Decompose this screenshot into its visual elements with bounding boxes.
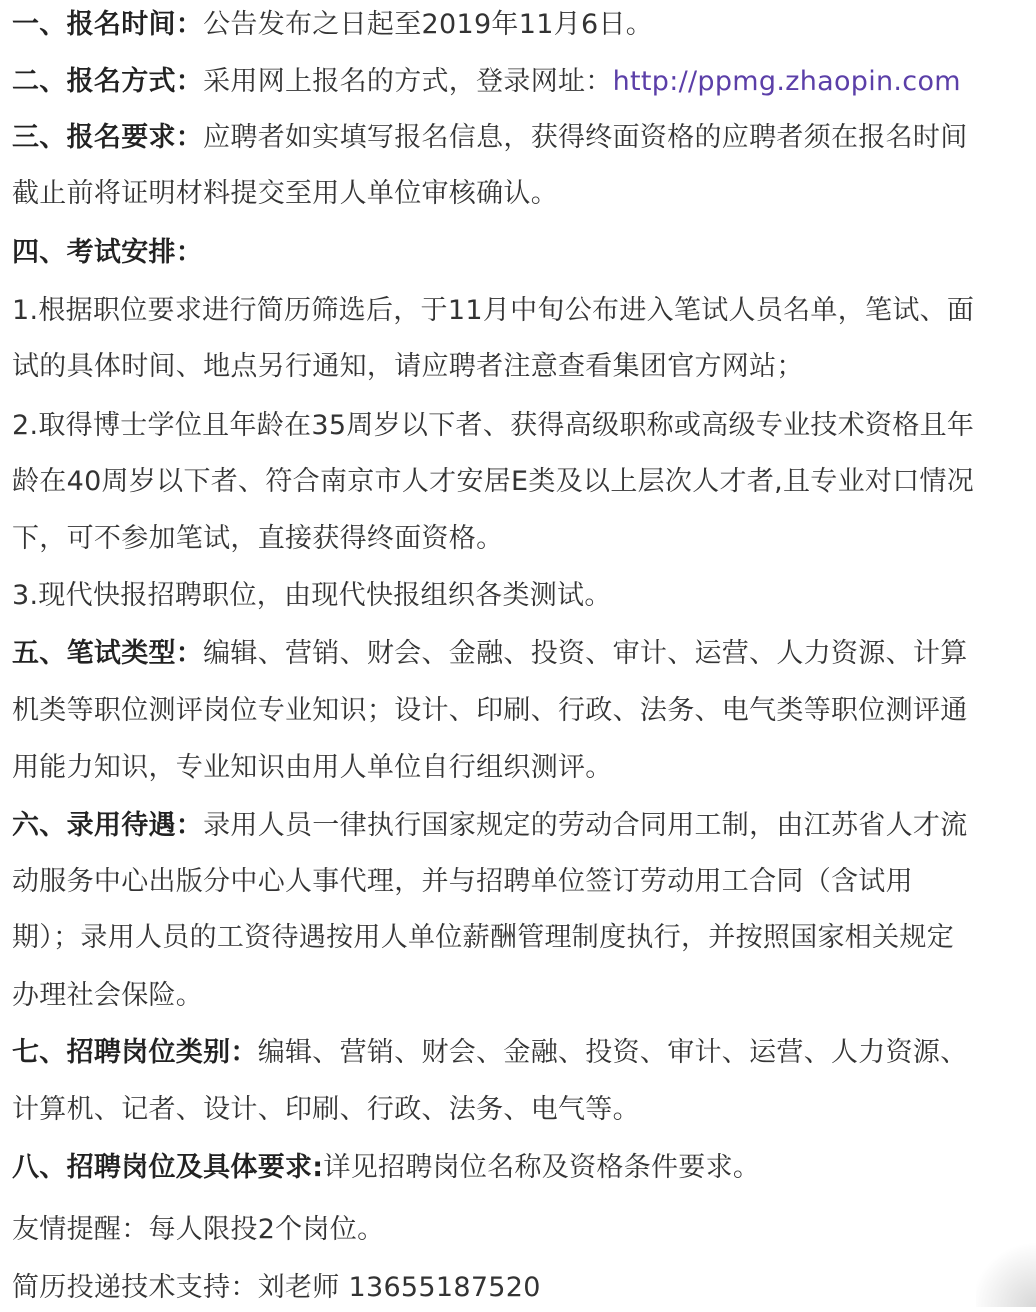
section-text: 编辑、营销、财会、金融、投资、审计、运营、人力资源、 — [257, 1037, 968, 1068]
section-text: 编辑、营销、财会、金融、投资、审计、运营、人力资源、计算 — [203, 638, 968, 669]
section-text: 录用人员一律执行国家规定的劳动合同用工制，由江苏省人才流 — [203, 810, 968, 841]
corner-shadow — [976, 1237, 1036, 1307]
friendly-reminder: 友情提醒：每人限投2个岗位。 — [12, 1214, 385, 1245]
section-text-continued: 动服务中心出版分中心人事代理，并与招聘单位签订劳动用工合同（含试用 — [12, 866, 913, 897]
exam-item-2-line-3: 下，可不参加笔试，直接获得终面资格。 — [12, 523, 504, 554]
section-position-requirements — [12, 1144, 760, 1192]
exam-item-1-line-2: 试的具体时间、地点另行通知，请应聘者注意查看集团官方网站； — [12, 351, 804, 382]
section-label: 五、笔试类型： — [12, 638, 204, 669]
section-text-continued: 办理社会保险。 — [12, 980, 204, 1011]
exam-item-2-line-1: 2.取得博士学位且年龄在35周岁以下者、获得高级职称或高级专业技术资格且年 — [12, 410, 975, 441]
section-text: 应聘者如实填写报名信息，获得终面资格的应聘者须在报名时间 — [203, 122, 968, 153]
section-text-continued: 机类等职位测评岗位专业知识；设计、印刷、行政、法务、电气类等职位测评通 — [12, 695, 968, 726]
section-label: 三、报名要求： — [12, 122, 204, 153]
section-employment-benefits — [12, 802, 968, 850]
section-text: 详见招聘岗位名称及资格条件要求。 — [323, 1152, 761, 1183]
section-registration-requirements — [12, 114, 968, 162]
exam-item-3: 3.现代快报招聘职位，由现代快报组织各类测试。 — [12, 580, 612, 611]
section-label: 一、报名时间： — [12, 9, 204, 40]
section-label: 二、报名方式： — [12, 66, 204, 97]
section-position-categories — [12, 1029, 968, 1077]
section-text-continued: 用能力知识，专业知识由用人单位自行组织测评。 — [12, 752, 613, 783]
section-text-continued: 截止前将证明材料提交至用人单位审核确认。 — [12, 178, 558, 209]
section-label: 七、招聘岗位类别： — [12, 1037, 258, 1068]
exam-item-2-line-2: 龄在40周岁以下者、符合南京市人才安居E类及以上层次人才者,且专业对口情况 — [12, 466, 975, 497]
section-label: 六、录用待遇： — [12, 810, 204, 841]
section-registration-time — [12, 1, 653, 49]
exam-item-1-line-1: 1.根据职位要求进行简历筛选后，于11月中旬公布进入笔试人员名单，笔试、面 — [12, 295, 975, 326]
section-text-continued: 期）；录用人员的工资待遇按用人单位薪酬管理制度执行，并按照国家相关规定 — [12, 922, 954, 953]
technical-support-contact: 简历投递技术支持：刘老师 13655187520 — [12, 1272, 541, 1303]
section-written-test-types — [12, 630, 968, 678]
registration-url-link[interactable]: http://ppmg.zhaopin.com — [612, 66, 961, 97]
section-exam-arrangement-heading: 四、考试安排： — [12, 237, 204, 268]
section-label: 八、招聘岗位及具体要求: — [12, 1152, 324, 1183]
section-text: 公告发布之日起至2019年11月6日。 — [203, 9, 654, 40]
section-registration-method — [12, 58, 961, 106]
section-text: 采用网上报名的方式，登录网址： — [203, 66, 613, 97]
section-text-continued: 计算机、记者、设计、印刷、行政、法务、电气等。 — [12, 1094, 640, 1125]
